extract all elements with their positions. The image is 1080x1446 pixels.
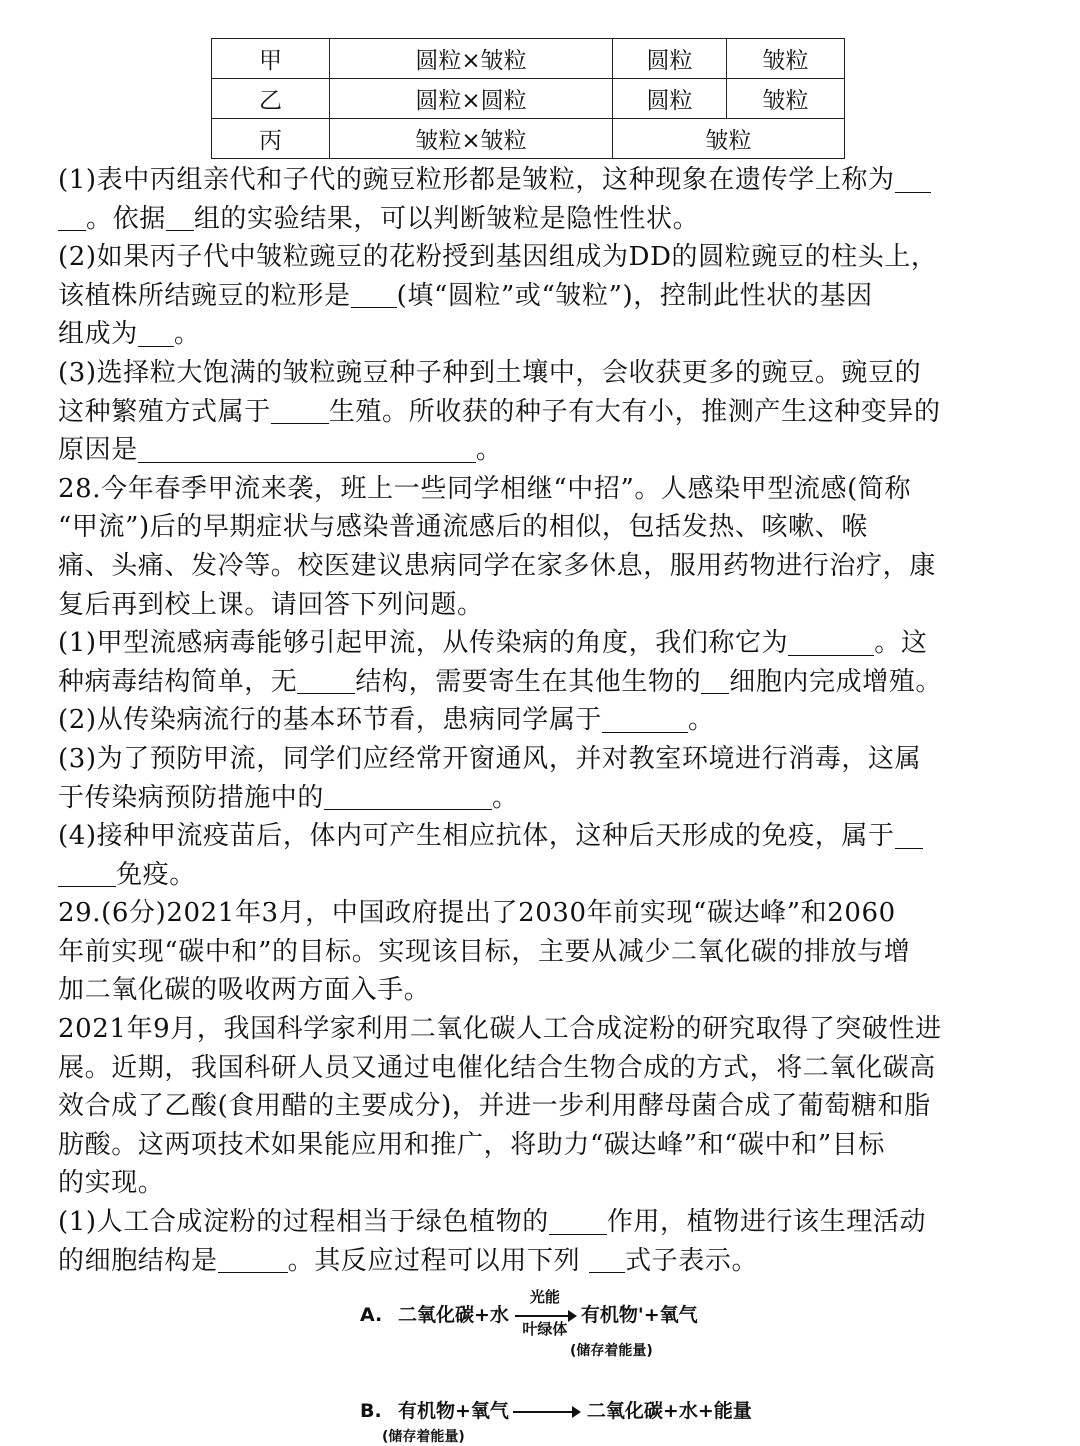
cross-cell: 皱粒×皱粒 bbox=[330, 119, 613, 159]
q29-intro-line: 效合成了乙酸(食用醋的主要成分)，并进一步利用酵母菌合成了葡萄糖和脂 bbox=[58, 1091, 931, 1122]
q28-intro-line: 复后再到校上课。请回答下列问题。 bbox=[58, 589, 484, 620]
answer-blank[interactable] bbox=[324, 782, 492, 810]
q27-3-line2: 这种繁殖方式属于 生殖。所收获的种子有大有小，推测产生这种变异的 bbox=[58, 396, 941, 427]
question-text bbox=[58, 161, 1028, 1280]
equation-note: (储存着能量) bbox=[570, 1343, 653, 1359]
q27-2-line2: 该植株所结豌豆的粒形是 (填“圆粒”或“皱粒”)，控制此性状的基因 bbox=[58, 280, 873, 311]
q29-intro-line: 的实现。 bbox=[58, 1168, 165, 1199]
option-label: A. bbox=[360, 1304, 383, 1326]
group-cell: 甲 bbox=[212, 39, 330, 79]
cross-cell: 圆粒×皱粒 bbox=[330, 39, 613, 79]
group-cell: 乙 bbox=[212, 79, 330, 119]
q29-intro-line: 肪酸。这两项技术如果能应用和推广，将助力“碳达峰”和“碳中和”目标 bbox=[58, 1129, 885, 1160]
answer-blank[interactable] bbox=[895, 164, 931, 192]
q28-1-line1: (1)甲型流感病毒能够引起甲流，从传染病的角度，我们称它为 。这 bbox=[58, 628, 928, 659]
q29-intro-line: 加二氧化碳的吸收两方面入手。 bbox=[58, 975, 431, 1006]
equation-b bbox=[360, 1396, 752, 1445]
q28-intro-line: 28.今年春季甲流来袭，班上一些同学相继“中招”。人感染甲型流感(简称 bbox=[58, 473, 912, 504]
q28-intro-line: “甲流”)后的早期症状与感染普通流感后的相似，包括发热、咳嗽、喉 bbox=[58, 512, 868, 543]
equation-note: (储存着能量) bbox=[382, 1429, 465, 1445]
answer-blank[interactable] bbox=[138, 435, 476, 463]
condition-above: 光能 bbox=[529, 1287, 560, 1306]
offspring-cell: 皱粒 bbox=[727, 79, 845, 119]
offspring-cell: 圆粒 bbox=[613, 39, 727, 79]
equation-products: 二氧化碳+水+能量 bbox=[586, 1400, 752, 1422]
table-row bbox=[212, 79, 845, 119]
q27-1-line1: (1)表中丙组亲代和子代的豌豆粒形都是皱粒，这种现象在遗传学上称为 bbox=[58, 161, 1028, 200]
q28-1-line2: 种病毒结构简单，无 结构，需要寄生在其他生物的 细胞内完成增殖。 bbox=[58, 666, 943, 697]
option-label: B. bbox=[360, 1400, 382, 1422]
reaction-arrow bbox=[513, 1405, 583, 1419]
q27-3-line3: 原因是 。 bbox=[58, 435, 503, 466]
answer-blank[interactable] bbox=[589, 1245, 625, 1273]
offspring-cell: 圆粒 bbox=[613, 79, 727, 119]
q28-4-line2: 免疫。 bbox=[58, 856, 1028, 895]
equation-reactants: 二氧化碳+水 bbox=[398, 1304, 509, 1326]
q29-intro-line: 2021年9月，我国科学家利用二氧化碳人工合成淀粉的研究取得了突破性进 bbox=[58, 1014, 942, 1045]
cross-cell: 圆粒×圆粒 bbox=[330, 79, 613, 119]
answer-blank[interactable] bbox=[895, 820, 923, 848]
answer-blank[interactable] bbox=[788, 628, 874, 656]
answer-blank[interactable] bbox=[602, 705, 688, 733]
table-row bbox=[212, 119, 845, 159]
q29-intro-line: 年前实现“碳中和”的目标。实现该目标，主要从减少二氧化碳的排放与增 bbox=[58, 936, 911, 967]
q27-2-line1: (2)如果丙子代中皱粒豌豆的花粉授到基因组成为DD的圆粒豌豆的柱头上， bbox=[58, 242, 938, 273]
q28-intro-line: 痛、头痛、发冷等。校医建议患病同学在家多休息，服用药物进行治疗，康 bbox=[58, 550, 936, 581]
q28-4-line1: (4)接种甲流疫苗后，体内可产生相应抗体，这种后天形成的免疫，属于 bbox=[58, 817, 1028, 856]
answer-blank[interactable] bbox=[351, 280, 397, 308]
answer-blank[interactable] bbox=[297, 666, 355, 694]
answer-blank[interactable] bbox=[218, 1245, 288, 1273]
answer-blank[interactable] bbox=[58, 859, 116, 887]
reaction-arrow bbox=[511, 1287, 579, 1338]
answer-blank[interactable] bbox=[549, 1206, 607, 1234]
q29-intro-line: 29.(6分)2021年3月，中国政府提出了2030年前实现“碳达峰”和2060 bbox=[58, 898, 896, 929]
answer-blank[interactable] bbox=[271, 396, 329, 424]
group-cell: 丙 bbox=[212, 119, 330, 159]
q28-3-line2: 于传染病预防措施中的 。 bbox=[58, 782, 519, 813]
equation-a bbox=[360, 1287, 698, 1359]
answer-blank[interactable] bbox=[166, 203, 194, 231]
equation-products: 有机物'+氧气 bbox=[580, 1304, 698, 1326]
offspring-cell: 皱粒 bbox=[727, 39, 845, 79]
q29-1-line1: (1)人工合成淀粉的过程相当于绿色植物的 作用，植物进行该生理活动 bbox=[58, 1207, 927, 1238]
condition-below: 叶绿体 bbox=[522, 1319, 568, 1338]
q29-1-line2: 的细胞结构是 。其反应过程可以用下列 式子表示。 bbox=[58, 1245, 759, 1276]
q27-2-line3: 组成为 。 bbox=[58, 319, 201, 350]
results-table bbox=[211, 38, 845, 159]
q28-2-line: (2)从传染病流行的基本环节看，患病同学属于 。 bbox=[58, 705, 715, 736]
q27-1-line2: 。依据 组的实验结果，可以判断皱粒是隐性性状。 bbox=[58, 200, 1028, 239]
q29-intro-line: 展。近期，我国科研人员又通过电催化结合生物合成的方式，将二氧化碳高 bbox=[58, 1052, 936, 1083]
q28-3-line1: (3)为了预防甲流，同学们应经常开窗通风，并对教室环境进行消毒，这属 bbox=[58, 743, 922, 774]
equation-reactants: 有机物+氧气 bbox=[398, 1400, 509, 1422]
q27-3-line1: (3)选择粒大饱满的皱粒豌豆种子种到土壤中，会收获更多的豌豆。豌豆的 bbox=[58, 357, 922, 388]
table-row bbox=[212, 39, 845, 79]
answer-blank[interactable] bbox=[138, 319, 174, 347]
answer-blank[interactable] bbox=[701, 666, 729, 694]
offspring-cell: 皱粒 bbox=[613, 119, 845, 159]
answer-blank[interactable] bbox=[58, 203, 86, 231]
